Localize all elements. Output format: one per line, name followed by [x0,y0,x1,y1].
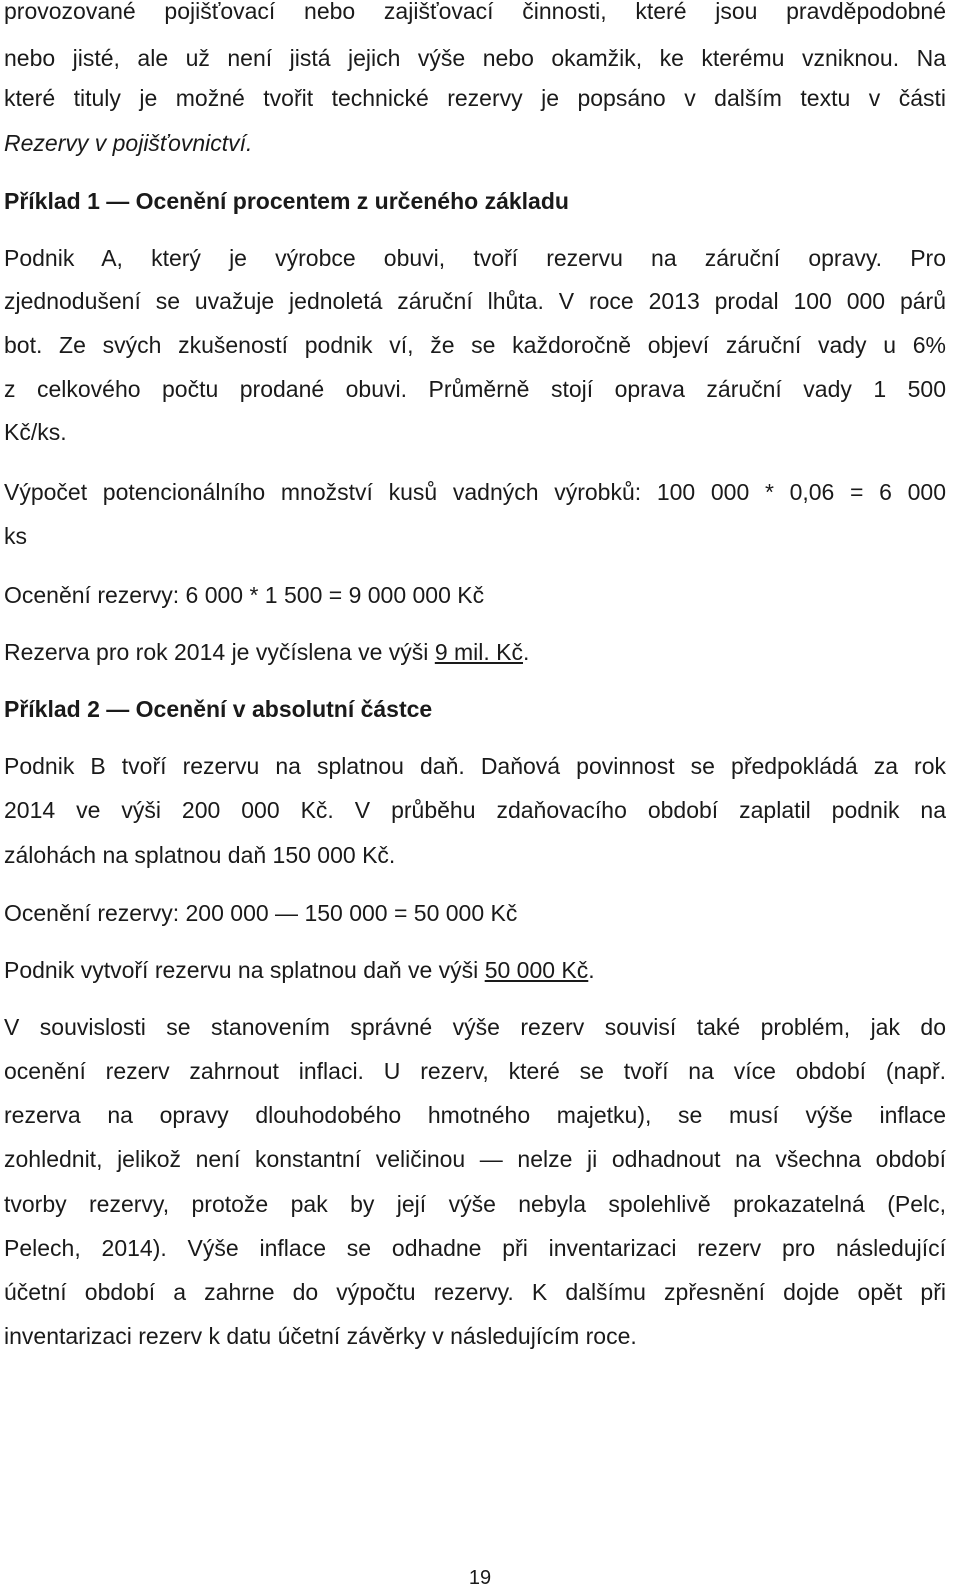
example-2-heading: Příklad 2 — Ocenění v absolutní částce [4,696,433,722]
closing-line-6: Pelech, 2014). Výše inflace se odhadne při inventarizaci rezerv pro následující [4,1235,946,1261]
example-1-line-1: Podnik A, který je výrobce obuvi, tvoří rezervu na záruční opravy. Pro [4,245,946,271]
example-2-line-1: Podnik B tvoří rezervu na splatnou daň. Daňová povinnost se předpokládá za rok [4,753,946,779]
example-2-result-prefix: Podnik vytvoří rezervu na splatnou daň ve výši [4,957,485,983]
example-1-valuation: Ocenění rezervy: 6 000 * 1 500 = 9 000 000 Kč [4,582,485,608]
example-2-result-amount: 50 000 Kč [484,957,589,983]
example-1-calc-line-2: ks [4,523,27,549]
intro-line-1: provozované pojišťovací nebo zajišťovací činnosti, které jsou pravděpodobné [4,0,946,24]
closing-line-2: ocenění rezerv zahrnout inflaci. U rezerv, které se tvoří na více období (např. [4,1058,946,1084]
page-number: 19 [468,1567,492,1589]
example-1-calc-line-1: Výpočet potencionálního množství kusů vadných výrobků: 100 000 * 0,06 = 6 000 [4,479,946,505]
closing-line-3: rezerva na opravy dlouhodobého hmotného majetku), se musí výše inflace [4,1102,946,1128]
example-1-line-5: Kč/ks. [4,419,67,445]
closing-line-8: inventarizaci rezerv k datu účetní závěrky v následujícím roce. [4,1323,637,1349]
example-2-result-suffix: . [588,957,595,983]
example-1-result-amount: 9 mil. Kč [434,639,523,665]
intro-line-4: Rezervy v pojišťovnictví. [4,130,253,156]
intro-line-2: nebo jisté, ale už není jistá jejich výše nebo okamžik, ke kterému vzniknou. Na [4,45,946,71]
example-1-result-prefix: Rezerva pro rok 2014 je vyčíslena ve výši [4,639,435,665]
example-1-line-3: bot. Ze svých zkušeností podnik ví, že se každoročně objeví záruční vady u 6% [4,332,946,358]
closing-line-4: zohlednit, jelikož není konstantní veličinou — nelze ji odhadnout na všechna období [4,1146,946,1172]
example-2-valuation: Ocenění rezervy: 200 000 — 150 000 = 50 000 Kč [4,900,518,926]
example-2-result [4,955,946,985]
example-1-line-2: zjednodušení se uvažuje jednoletá záruční lhůta. V roce 2013 prodal 100 000 párů [4,288,946,314]
example-2-line-2: 2014 ve výši 200 000 Kč. V průběhu zdaňovacího období zaplatil podnik na [4,797,946,823]
example-1-result-suffix: . [523,639,530,665]
closing-line-1: V souvislosti se stanovením správné výše rezerv souvisí také problém, jak do [4,1014,946,1040]
intro-line-3: které tituly je možné tvořit technické rezervy je popsáno v dalším textu v části [4,85,946,111]
closing-line-7: účetní období a zahrne do výpočtu rezervy. K dalšímu zpřesnění dojde opět při [4,1279,946,1305]
example-1-result [4,637,946,667]
example-1-heading: Příklad 1 — Ocenění procentem z určeného základu [4,188,569,214]
closing-line-5: tvorby rezervy, protože pak by její výše nebyla spolehlivě prokazatelná (Pelc, [4,1191,946,1217]
example-2-line-3: zálohách na splatnou daň 150 000 Kč. [4,842,396,868]
example-1-line-4: z celkového počtu prodané obuvi. Průměrně stojí oprava záruční vady 1 500 [4,376,946,402]
